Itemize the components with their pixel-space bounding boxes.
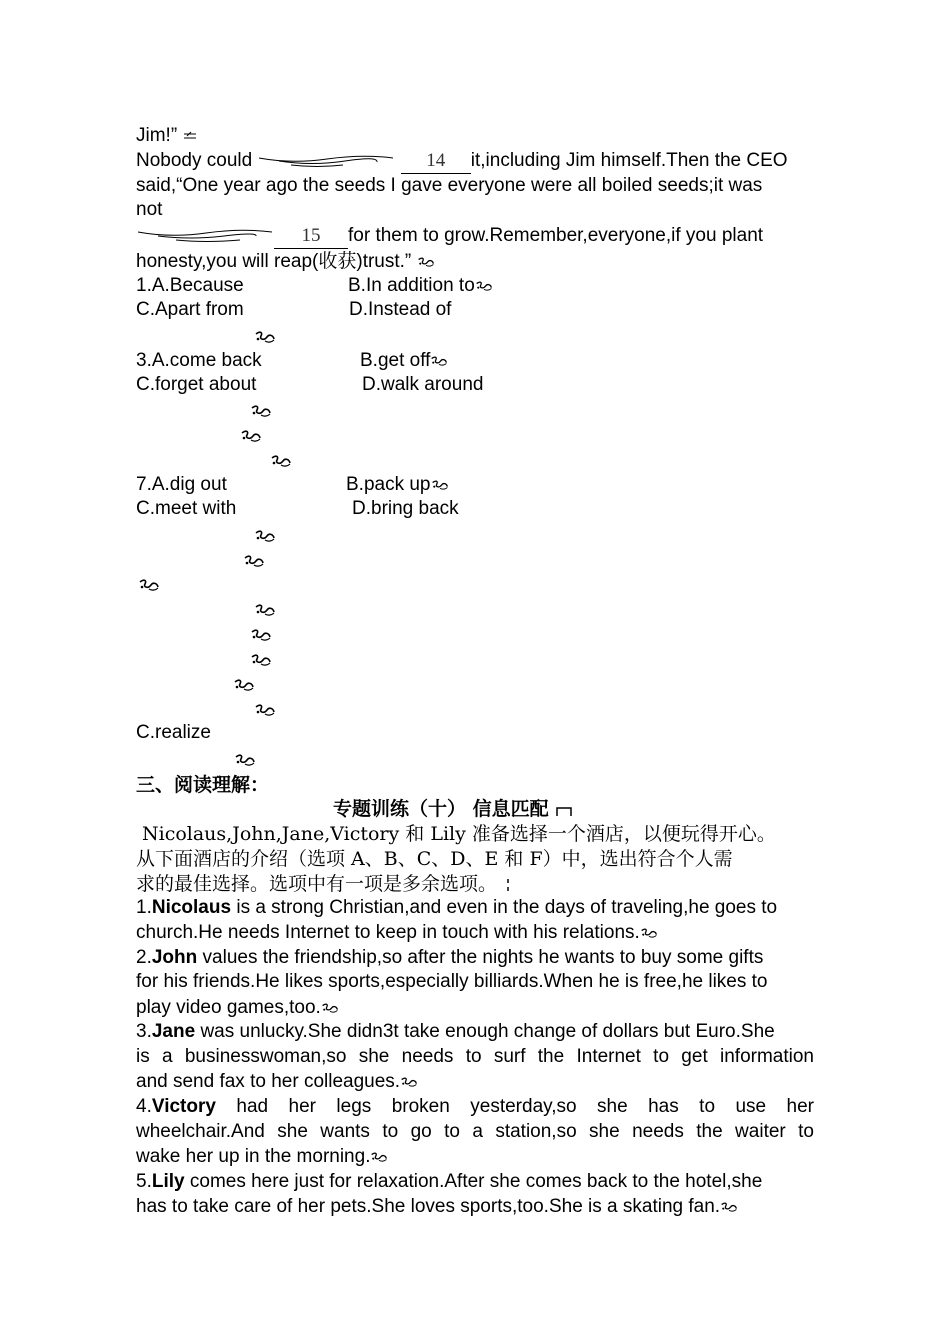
person-number: 1. <box>136 897 152 918</box>
person-3-line-3 <box>136 1070 814 1094</box>
text-jim: Jim!” <box>136 125 178 146</box>
story-line-not: not <box>136 199 163 220</box>
option-1c: C.Apart from <box>136 299 244 320</box>
text-honesty-suffix: )trust.” <box>356 251 412 272</box>
person-number: 3. <box>136 1021 152 1042</box>
paragraph-mark-icon <box>138 578 160 592</box>
person-4-line-1 <box>136 1095 814 1119</box>
person-3-line-2: is a businesswoman,so she needs to surf the Internet to get information <box>136 1046 814 1067</box>
option-row-3-cd <box>136 373 814 397</box>
person-3-line-1 <box>136 1020 814 1044</box>
story-line-nobody <box>136 149 814 174</box>
story-line-jim <box>136 124 814 148</box>
person-name: Nicolaus <box>151 897 232 918</box>
person-text: had her legs broken yesterday,so she has to use her <box>215 1096 814 1117</box>
option-3c: C.forget about <box>136 374 257 395</box>
person-text: play video games,too. <box>136 997 321 1018</box>
person-2-line-3 <box>136 996 814 1020</box>
person-name: Jane <box>151 1021 196 1042</box>
paragraph-mark-icon <box>250 404 272 418</box>
option-row-7-cd <box>136 497 814 521</box>
person-text: and send fax to her colleagues. <box>136 1071 401 1092</box>
section-title-row <box>333 797 633 822</box>
person-5-line-1 <box>136 1170 814 1194</box>
option-1d: D.Instead of <box>349 299 452 320</box>
option-7b: B.pack up <box>346 474 431 495</box>
paragraph-mark-icon <box>254 529 276 543</box>
paragraph-mark-icon <box>254 330 276 344</box>
option-7c: C.meet with <box>136 498 237 519</box>
paragraph-mark-icon <box>321 1002 339 1014</box>
paragraph-mark-icon <box>370 1151 388 1163</box>
paragraph-mark-icon <box>720 1201 738 1213</box>
paragraph-mark-icon <box>417 256 435 268</box>
paragraph-mark-icon <box>400 1076 418 1088</box>
paragraph-mark-icon <box>233 678 255 692</box>
option-7b-wrap <box>346 473 449 497</box>
option-7a: 7.A.dig out <box>136 474 227 495</box>
person-text: church.He needs Internet to keep in touch with his relations. <box>136 922 640 943</box>
intro-line-2: 从下面酒店的介绍（选项 A、B、C、D、E 和 F）中，选出符合个人需 <box>136 848 733 870</box>
text-honesty-cn: 收获 <box>318 250 357 272</box>
section-break-icon <box>554 802 574 818</box>
story-line-honesty <box>136 249 814 274</box>
option-row-1 <box>136 274 814 298</box>
person-text: has to take care of her pets.She loves sports,too.She is a skating fan. <box>136 1196 721 1217</box>
intro-line-1: Nicolaus,John,Jane,Victory 和 Lily 准备选择一个酒店，以便玩得开心。 <box>142 823 776 845</box>
person-text: was unlucky.She didn3t take enough change of dollars but Euro.She <box>195 1021 775 1042</box>
option-7d: D.bring back <box>352 498 459 519</box>
text-for-suffix: for them to grow.Remember,everyone,if you plant <box>348 225 764 246</box>
person-5-line-2 <box>136 1195 814 1219</box>
text-nobody-suffix: it,including Jim himself.Then the CEO <box>470 150 788 171</box>
paragraph-mark-icon <box>431 479 449 491</box>
paragraph-mark-icon <box>250 628 272 642</box>
text-nobody-prefix: Nobody could <box>136 150 253 171</box>
option-row-3 <box>136 349 814 373</box>
option-1b: B.In addition to <box>348 275 475 296</box>
section-title: 专题训练（十） 信息匹配 <box>333 798 549 820</box>
wavy-underline-icon <box>257 152 395 170</box>
person-name: John <box>151 947 198 968</box>
story-line-said: said,“One year ago the seeds I gave everyone were all boiled seeds;it was <box>136 175 763 196</box>
person-text: wake her up in the morning. <box>136 1146 371 1167</box>
paragraph-end-icon <box>503 876 513 894</box>
person-number: 5. <box>136 1171 152 1192</box>
section-heading: 三、阅读理解： <box>136 774 270 796</box>
paragraph-mark-icon <box>240 429 262 443</box>
option-3b: B.get off <box>360 350 431 371</box>
paragraph-mark-icon <box>254 603 276 617</box>
person-4-line-2: wheelchair.And she wants to go to a station,so she needs the waiter to <box>136 1121 814 1142</box>
intro-line-3 <box>136 872 814 896</box>
blank-14: 14 <box>401 149 471 174</box>
option-row-1-cd <box>136 298 814 322</box>
paragraph-mark-icon <box>250 653 272 667</box>
option-1a: 1.A.Because <box>136 275 244 296</box>
person-text: values the friendship,so after the nights he wants to buy some gifts <box>197 947 764 968</box>
option-3a: 3.A.come back <box>136 350 262 371</box>
person-number: 4. <box>136 1096 152 1117</box>
paragraph-mark-icon <box>430 355 448 367</box>
person-number: 2. <box>136 947 152 968</box>
option-3b-wrap <box>360 349 448 373</box>
person-1-line-1 <box>136 896 814 920</box>
person-name: Victory <box>151 1096 216 1117</box>
story-line-for <box>136 224 814 249</box>
blank-15: 15 <box>274 224 348 249</box>
option-3d: D.walk around <box>362 374 484 395</box>
person-4-line-3 <box>136 1145 814 1169</box>
return-mark-icon <box>182 130 198 142</box>
paragraph-mark-icon <box>270 454 292 468</box>
paragraph-mark-icon <box>254 703 276 717</box>
person-1-line-2 <box>136 921 814 945</box>
person-name: Lily <box>151 1171 185 1192</box>
option-realize: C.realize <box>136 722 211 743</box>
person-2-line-2: for his friends.He likes sports,especially billiards.When he is free,he likes to <box>136 971 768 992</box>
wavy-underline-icon <box>136 227 274 245</box>
option-row-7 <box>136 473 814 497</box>
option-1b-wrap <box>348 274 493 298</box>
person-text: comes here just for relaxation.After she comes back to the hotel,she <box>184 1171 763 1192</box>
intro-line-3-text: 求的最佳选择。选项中有一项是多余选项。 <box>136 873 498 895</box>
paragraph-mark-icon <box>475 280 493 292</box>
paragraph-mark-icon <box>234 753 256 767</box>
person-text: is a strong Christian,and even in the days of traveling,he goes to <box>231 897 778 918</box>
paragraph-mark-icon <box>640 927 658 939</box>
person-2-line-1 <box>136 946 814 970</box>
text-honesty-prefix: honesty,you will reap( <box>136 251 319 272</box>
paragraph-mark-icon <box>243 554 265 568</box>
